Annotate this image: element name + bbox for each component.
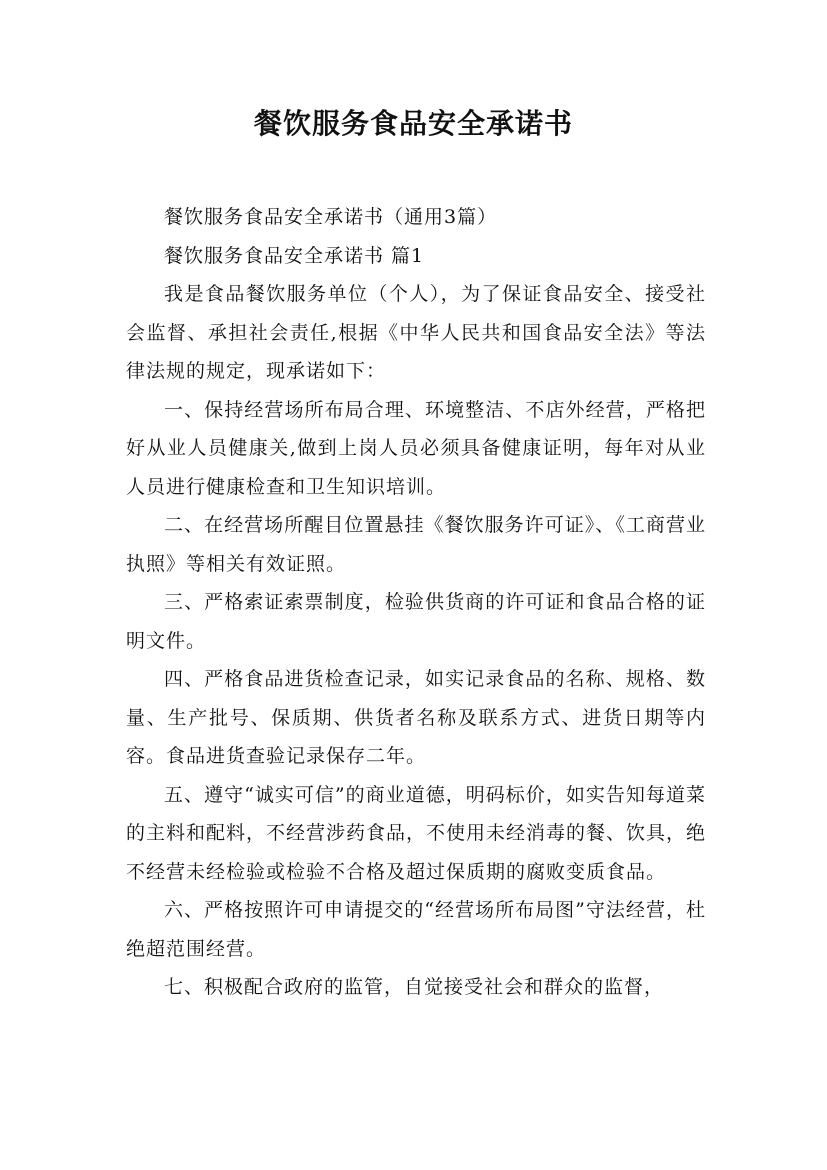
paragraph-item-4: 四、严格食品进货检查记录，如实记录食品的名称、规格、数量、生产批号、保质期、供货者名称及联系方式、进货日期等内容。食品进货查验记录保存二年。 bbox=[126, 668, 706, 767]
paragraph-intro: 我是食品餐饮服务单位（个人），为了保证食品安全、接受社会监督、承担社会责任,根据《中华人民共和国食品安全法》等法律法规的规定，现承诺如下： bbox=[126, 283, 706, 382]
paragraph-item-7: 七、积极配合政府的监管，自觉接受社会和群众的监督， bbox=[164, 976, 665, 998]
paragraph-item-3: 三、严格索证索票制度，检验供货商的许可证和食品合格的证明文件。 bbox=[126, 591, 706, 652]
paragraph-item-1: 一、保持经营场所布局合理、环境整洁、不店外经营，严格把好从业人员健康关,做到上岗人员必须具备健康证明，每年对从业人员进行健康检查和卫生知识培训。 bbox=[126, 398, 706, 498]
paragraph-item-2: 二、在经营场所醒目位置悬挂《餐饮服务许可证》、《工商营业执照》等相关有效证照。 bbox=[126, 514, 706, 575]
paragraph-item-5: 五、遵守“诚实可信”的商业道德，明码标价，如实告知每道菜的主料和配料，不经营涉药食品，不使用未经消毒的餐、饮具，绝不经营未经检验或检验不合格及超过保质期的腐败变质食品。 bbox=[126, 783, 707, 883]
document-body bbox=[126, 198, 706, 1007]
section-heading: 餐饮服务食品安全承诺书 篇1 bbox=[164, 244, 425, 267]
subtitle-line: 餐饮服务食品安全承诺书（通用3篇） bbox=[164, 206, 498, 228]
document-title: 餐饮服务食品安全承诺书 bbox=[253, 107, 573, 140]
paragraph-item-6: 六、严格按照许可申请提交的“经营场所布局图”守法经营，杜绝超范围经营。 bbox=[126, 899, 706, 960]
